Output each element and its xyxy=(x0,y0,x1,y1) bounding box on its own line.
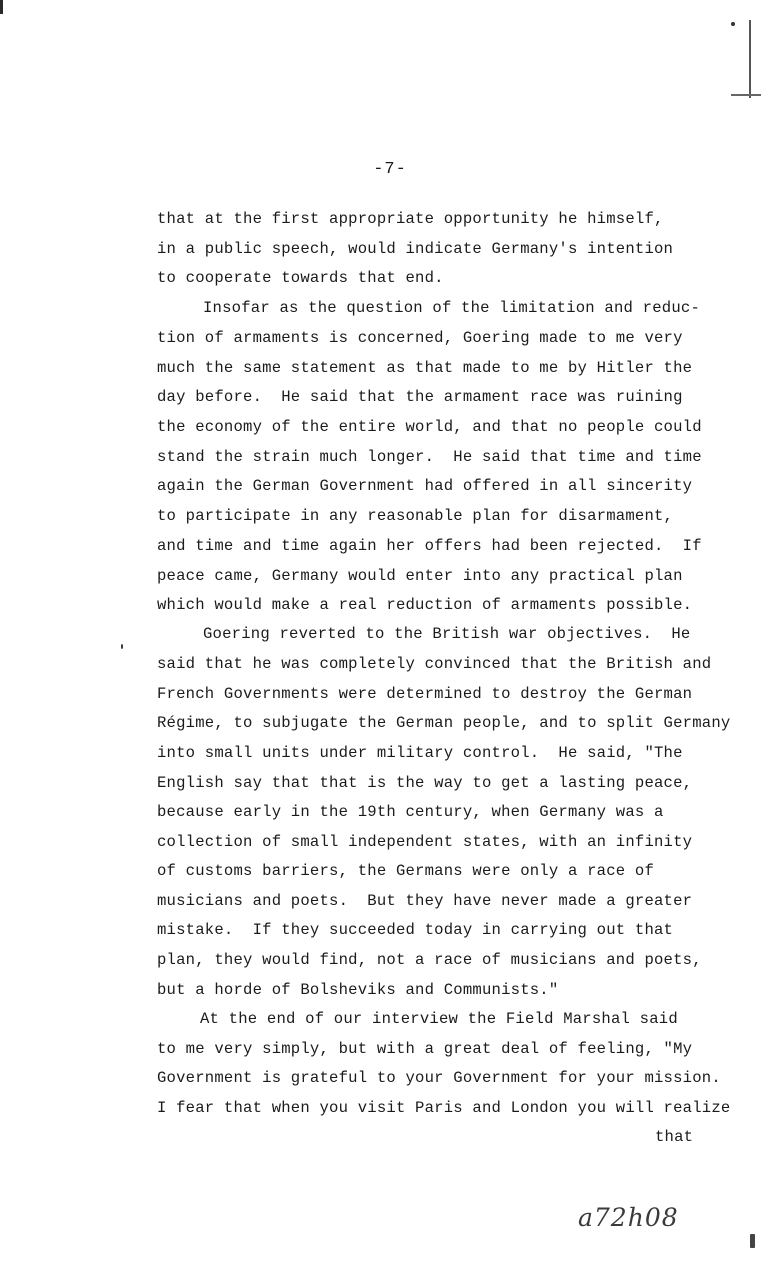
text-line: because early in the 19th century, when Germany was a xyxy=(157,803,664,821)
text-line: stand the strain much longer. He said that time and time xyxy=(157,448,702,466)
text-line: said that he was completely convinced that the British and xyxy=(157,655,712,673)
text-line: into small units under military control. He said, "The xyxy=(157,744,683,762)
text-line: peace came, Germany would enter into any practical plan xyxy=(157,567,683,585)
text-line: French Governments were determined to destroy the German xyxy=(157,685,693,703)
text-line: plan, they would find, not a race of musicians and poets, xyxy=(157,951,702,969)
text-line: musicians and poets. But they have never made a greater xyxy=(157,892,693,910)
text-line: to participate in any reasonable plan for disarmament, xyxy=(157,507,674,525)
text-line: again the German Government had offered in all sincerity xyxy=(157,477,693,495)
page-number: -7- xyxy=(373,160,407,179)
text-line: English say that that is the way to get a lasting peace, xyxy=(157,774,693,792)
text-line: to cooperate towards that end. xyxy=(157,269,444,287)
text-line: much the same statement as that made to me by Hitler the xyxy=(157,359,693,377)
text-line: that at the first appropriate opportunity he himself, xyxy=(157,210,664,228)
scan-edge-mark xyxy=(0,0,3,14)
scan-edge-mark xyxy=(731,94,761,96)
scan-edge-mark xyxy=(749,20,751,98)
text-line: but a horde of Bolsheviks and Communists." xyxy=(157,981,559,999)
text-line: which would make a real reduction of armaments possible. xyxy=(157,596,693,614)
text-line: Insofar as the question of the limitation and reduc- xyxy=(203,299,701,317)
text-line: day before. He said that the armament race was ruining xyxy=(157,388,683,406)
text-line: tion of armaments is concerned, Goering made to me very xyxy=(157,329,683,347)
text-line: I fear that when you visit Paris and London you will realize xyxy=(157,1099,731,1117)
text-line: that xyxy=(655,1128,694,1146)
text-line: collection of small independent states, with an infinity xyxy=(157,833,693,851)
text-line: mistake. If they succeeded today in carrying out that xyxy=(157,921,674,939)
text-line: the economy of the entire world, and that no people could xyxy=(157,418,702,436)
text-line: and time and time again her offers had been rejected. If xyxy=(157,537,702,555)
text-line: Government is grateful to your Government for your mission. xyxy=(157,1069,721,1087)
text-line: to me very simply, but with a great deal of feeling, "My xyxy=(157,1040,693,1058)
text-line: in a public speech, would indicate Germany's intention xyxy=(157,240,674,258)
text-line: Régime, to subjugate the German people, and to split Germany xyxy=(157,714,731,732)
handwritten-document-id: a72h08 xyxy=(578,1203,679,1232)
scan-speck xyxy=(121,644,123,649)
text-line: of customs barriers, the Germans were only a race of xyxy=(157,862,655,880)
scan-speck xyxy=(750,1234,755,1248)
text-line: Goering reverted to the British war objectives. He xyxy=(203,625,691,643)
scan-speck xyxy=(731,22,735,26)
text-line: At the end of our interview the Field Marshal said xyxy=(200,1010,678,1028)
